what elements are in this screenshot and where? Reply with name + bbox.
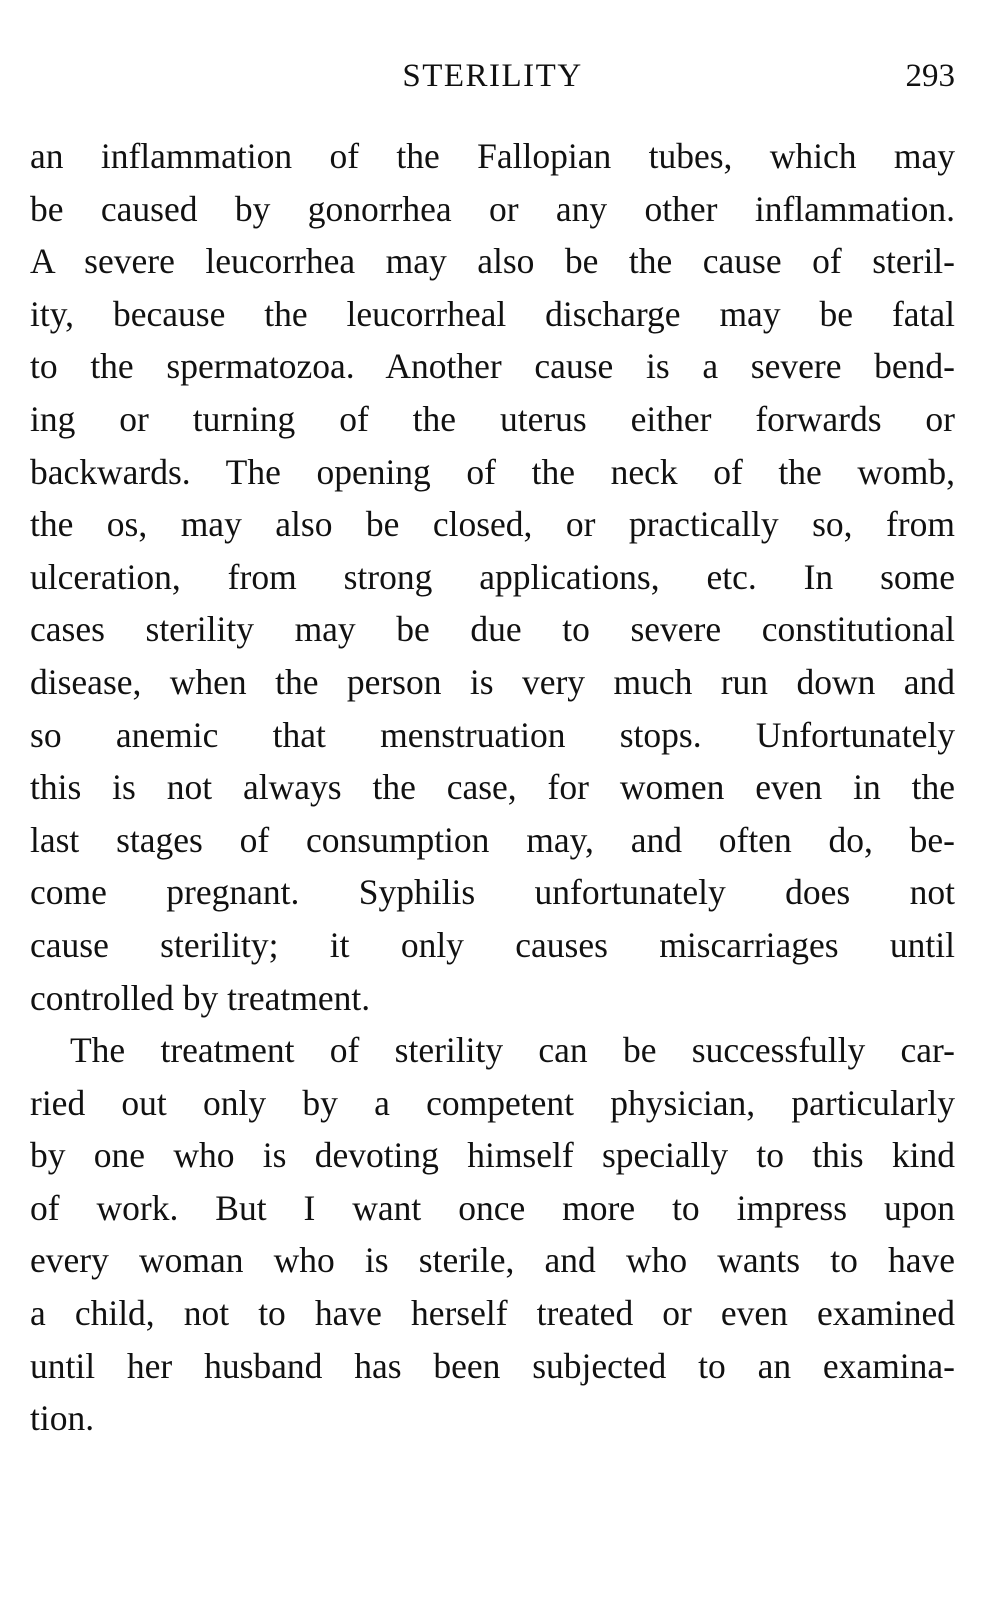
- chapter-title: STERILITY: [402, 58, 583, 94]
- text-line-last: tion.: [30, 1398, 95, 1439]
- text-line: come pregnant. Syphilis unfortunately does not: [30, 872, 955, 913]
- text-line: this is not always the case, for women even in the: [30, 767, 955, 808]
- text-line: disease, when the person is very much run down and: [30, 661, 955, 702]
- page-number: 293: [905, 58, 955, 94]
- text-line: ing or turning of the uterus either forwards or: [30, 398, 955, 439]
- text-line: the os, may also be closed, or practically so, from: [30, 504, 955, 545]
- text-line: ity, because the leucorrheal discharge may be fatal: [30, 293, 955, 334]
- paragraph: [30, 1024, 955, 1445]
- text-line: cause sterility; it only causes miscarriages until: [30, 924, 955, 965]
- running-head: [30, 52, 955, 100]
- text-line: backwards. The opening of the neck of the womb,: [30, 451, 955, 492]
- text-line: be caused by gonorrhea or any other inflammation.: [30, 188, 955, 229]
- text-line-last: controlled by treatment.: [30, 977, 371, 1018]
- text-line: until her husband has been subjected to an examina-: [30, 1345, 955, 1386]
- text-line: to the spermatozoa. Another cause is a severe bend-: [30, 346, 955, 387]
- text-line: A severe leucorrhea may also be the cause of steril-: [30, 241, 955, 282]
- text-line: by one who is devoting himself specially to this kind: [30, 1135, 955, 1176]
- text-line: every woman who is sterile, and who wants to have: [30, 1240, 955, 1281]
- text-line-indented: The treatment of sterility can be successfully car-: [70, 1030, 955, 1071]
- text-line: ulceration, from strong applications, etc. In some: [30, 556, 955, 597]
- text-line: an inflammation of the Fallopian tubes, which may: [30, 136, 955, 176]
- paragraph: [30, 130, 955, 1024]
- text-line: cases sterility may be due to severe constitutional: [30, 609, 955, 650]
- text-line: of work. But I want once more to impress upon: [30, 1187, 955, 1228]
- text-line: so anemic that menstruation stops. Unfortunately: [30, 714, 955, 755]
- text-line: last stages of consumption may, and often do, be-: [30, 819, 955, 860]
- text-line: ried out only by a competent physician, particularly: [30, 1082, 955, 1123]
- body-text: [30, 130, 955, 1445]
- text-line: a child, not to have herself treated or even examined: [30, 1293, 955, 1334]
